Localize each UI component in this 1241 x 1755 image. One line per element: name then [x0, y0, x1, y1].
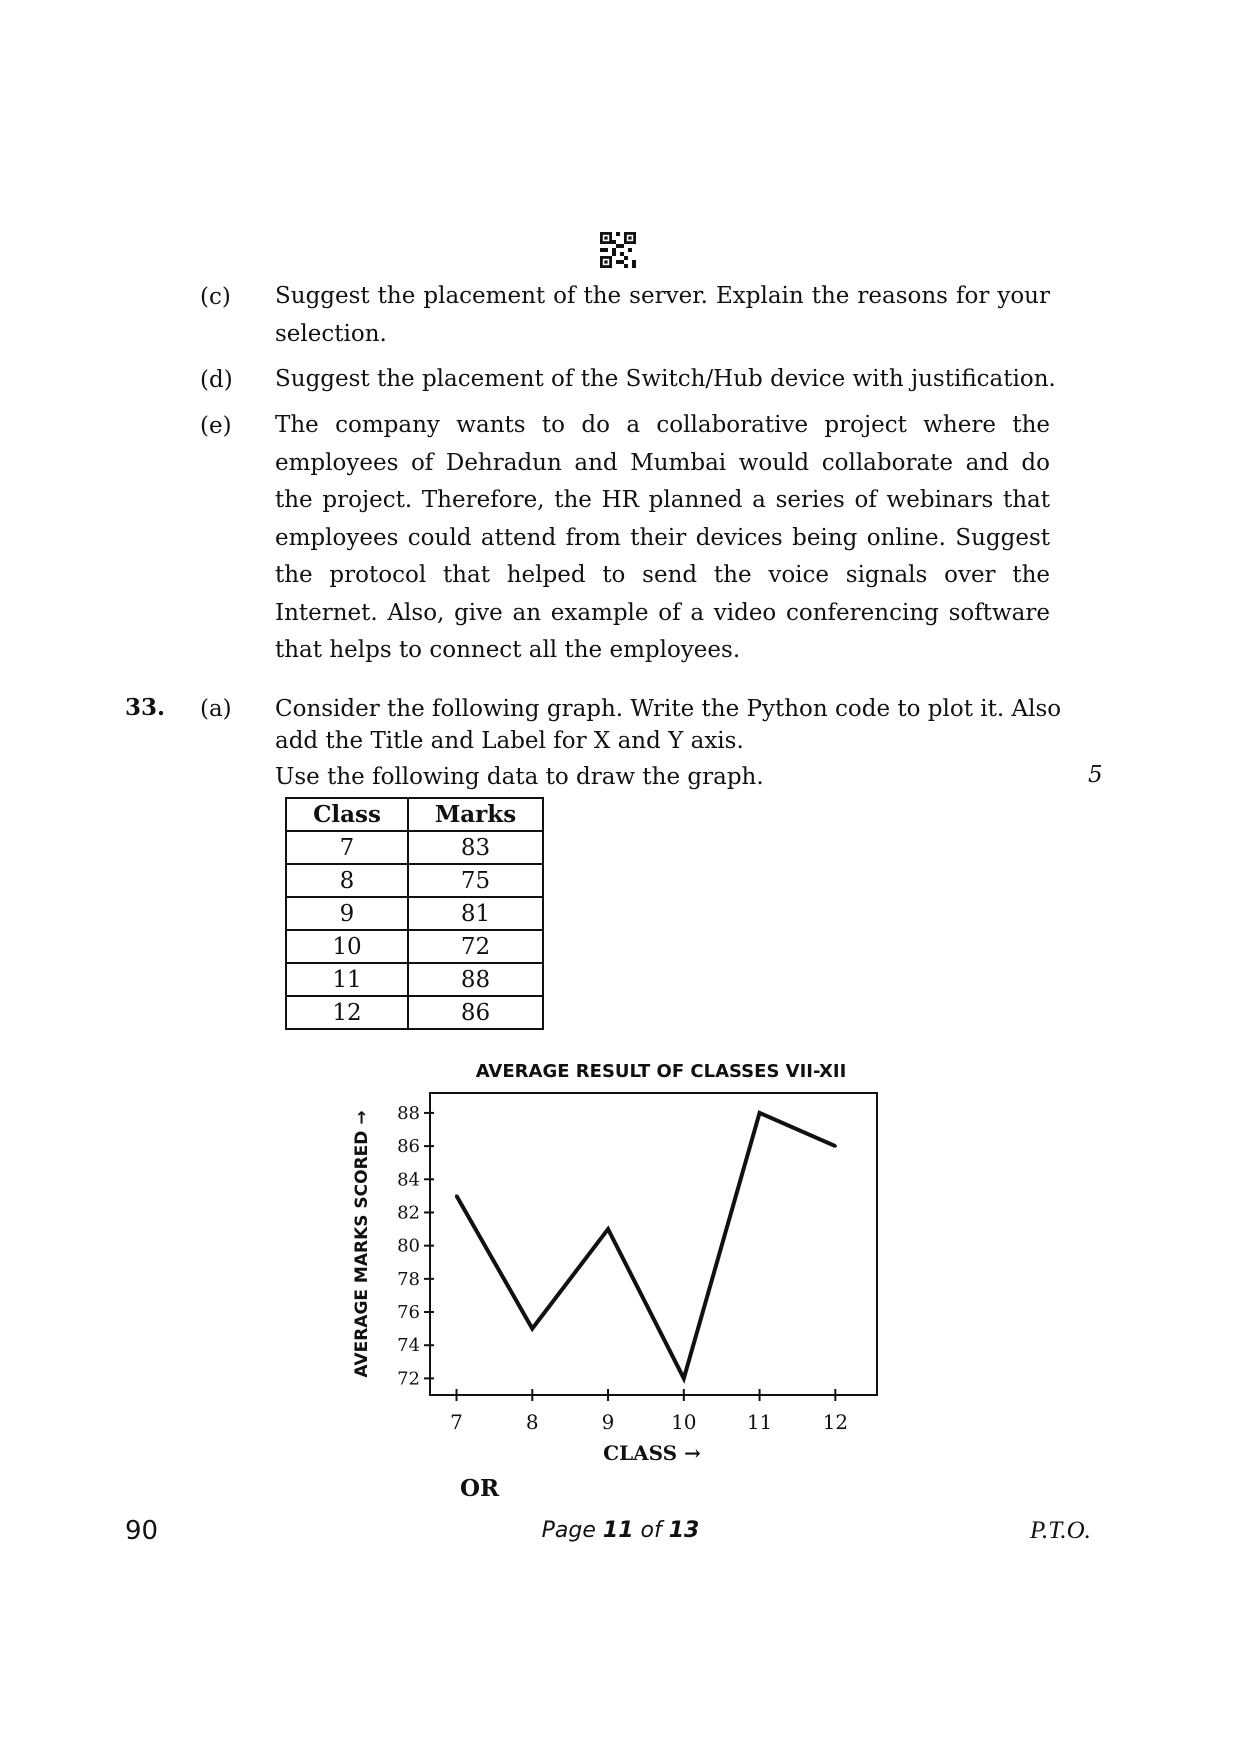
table-cell: 72 [408, 930, 543, 963]
table-cell: 81 [408, 897, 543, 930]
page-total: 13 [668, 1518, 700, 1543]
table-cell: 10 [286, 930, 408, 963]
question-line-3: Use the following data to draw the graph. [275, 764, 764, 790]
x-axis-label: CLASS → [603, 1441, 701, 1465]
x-tick-label: 11 [746, 1410, 773, 1434]
question-line-2: add the Title and Label for X and Y axis. [275, 728, 744, 754]
chart-title: AVERAGE RESULT OF CLASSES VII-XII [475, 1061, 847, 1082]
table-cell: 11 [286, 963, 408, 996]
part-d-label: (d) [200, 367, 233, 393]
x-tick-label: 12 [822, 1410, 849, 1434]
data-point [607, 1228, 610, 1231]
data-point [758, 1111, 761, 1114]
data-point [531, 1327, 534, 1330]
data-point [455, 1194, 458, 1197]
table-header-marks: Marks [408, 798, 543, 831]
page-prefix: Page [541, 1518, 603, 1543]
part-e-label: (e) [200, 413, 232, 439]
y-tick-label: 82 [397, 1202, 420, 1224]
table-cell: 7 [286, 831, 408, 864]
plot-frame [430, 1093, 877, 1395]
x-tick-label: 9 [601, 1410, 615, 1434]
y-axis-label: AVERAGE MARKS SCORED → [352, 1110, 372, 1378]
table-cell: 9 [286, 897, 408, 930]
y-tick-label: 76 [397, 1302, 420, 1324]
marks: 5 [1088, 762, 1103, 788]
table-cell: 88 [408, 963, 543, 996]
data-point [834, 1145, 837, 1148]
y-tick-label: 74 [397, 1335, 420, 1357]
x-tick-label: 7 [450, 1410, 463, 1434]
table-cell: 75 [408, 864, 543, 897]
x-tick-label: 10 [671, 1410, 697, 1434]
table-cell: 83 [408, 831, 543, 864]
question-line-1: Consider the following graph. Write the Python code to plot it. Also [275, 696, 1062, 722]
table-cell: 12 [286, 996, 408, 1029]
table-cell: 86 [408, 996, 543, 1029]
part-e-text: The company wants to do a collaborative project where the employees of Dehradun and Mumbai would collaborate and do the project. Therefore, the HR planned a series of webinars that employees could attend from their devices being online. Suggest the protocol that helped to send the voice signals over the Internet. Also, give an example of a video conferencing software that helps to connect all the employees. [275, 412, 1050, 663]
question-number: 33. [125, 694, 166, 721]
y-tick-label: 78 [397, 1268, 420, 1290]
table-cell: 8 [286, 864, 408, 897]
y-tick-label: 72 [397, 1368, 420, 1390]
part-d-text: Suggest the placement of the Switch/Hub device with justification. [275, 366, 1056, 392]
data-point [682, 1377, 685, 1380]
or-separator: OR [460, 1475, 500, 1502]
table-header-class: Class [286, 798, 408, 831]
page-mid: of [633, 1518, 669, 1543]
page-current: 11 [602, 1518, 634, 1543]
y-tick-label: 88 [397, 1102, 420, 1124]
x-tick-label: 8 [525, 1410, 539, 1434]
part-c-label: (c) [200, 284, 231, 310]
page-code: 90 [125, 1516, 159, 1546]
pto-note: P.T.O. [1030, 1517, 1091, 1544]
series-line [457, 1113, 836, 1378]
y-tick-label: 86 [397, 1136, 420, 1158]
question-part-label: (a) [200, 696, 232, 722]
y-tick-label: 84 [397, 1169, 420, 1191]
part-c-text: Suggest the placement of the server. Explain the reasons for your selection. [275, 283, 1050, 347]
y-tick-label: 80 [397, 1235, 420, 1257]
